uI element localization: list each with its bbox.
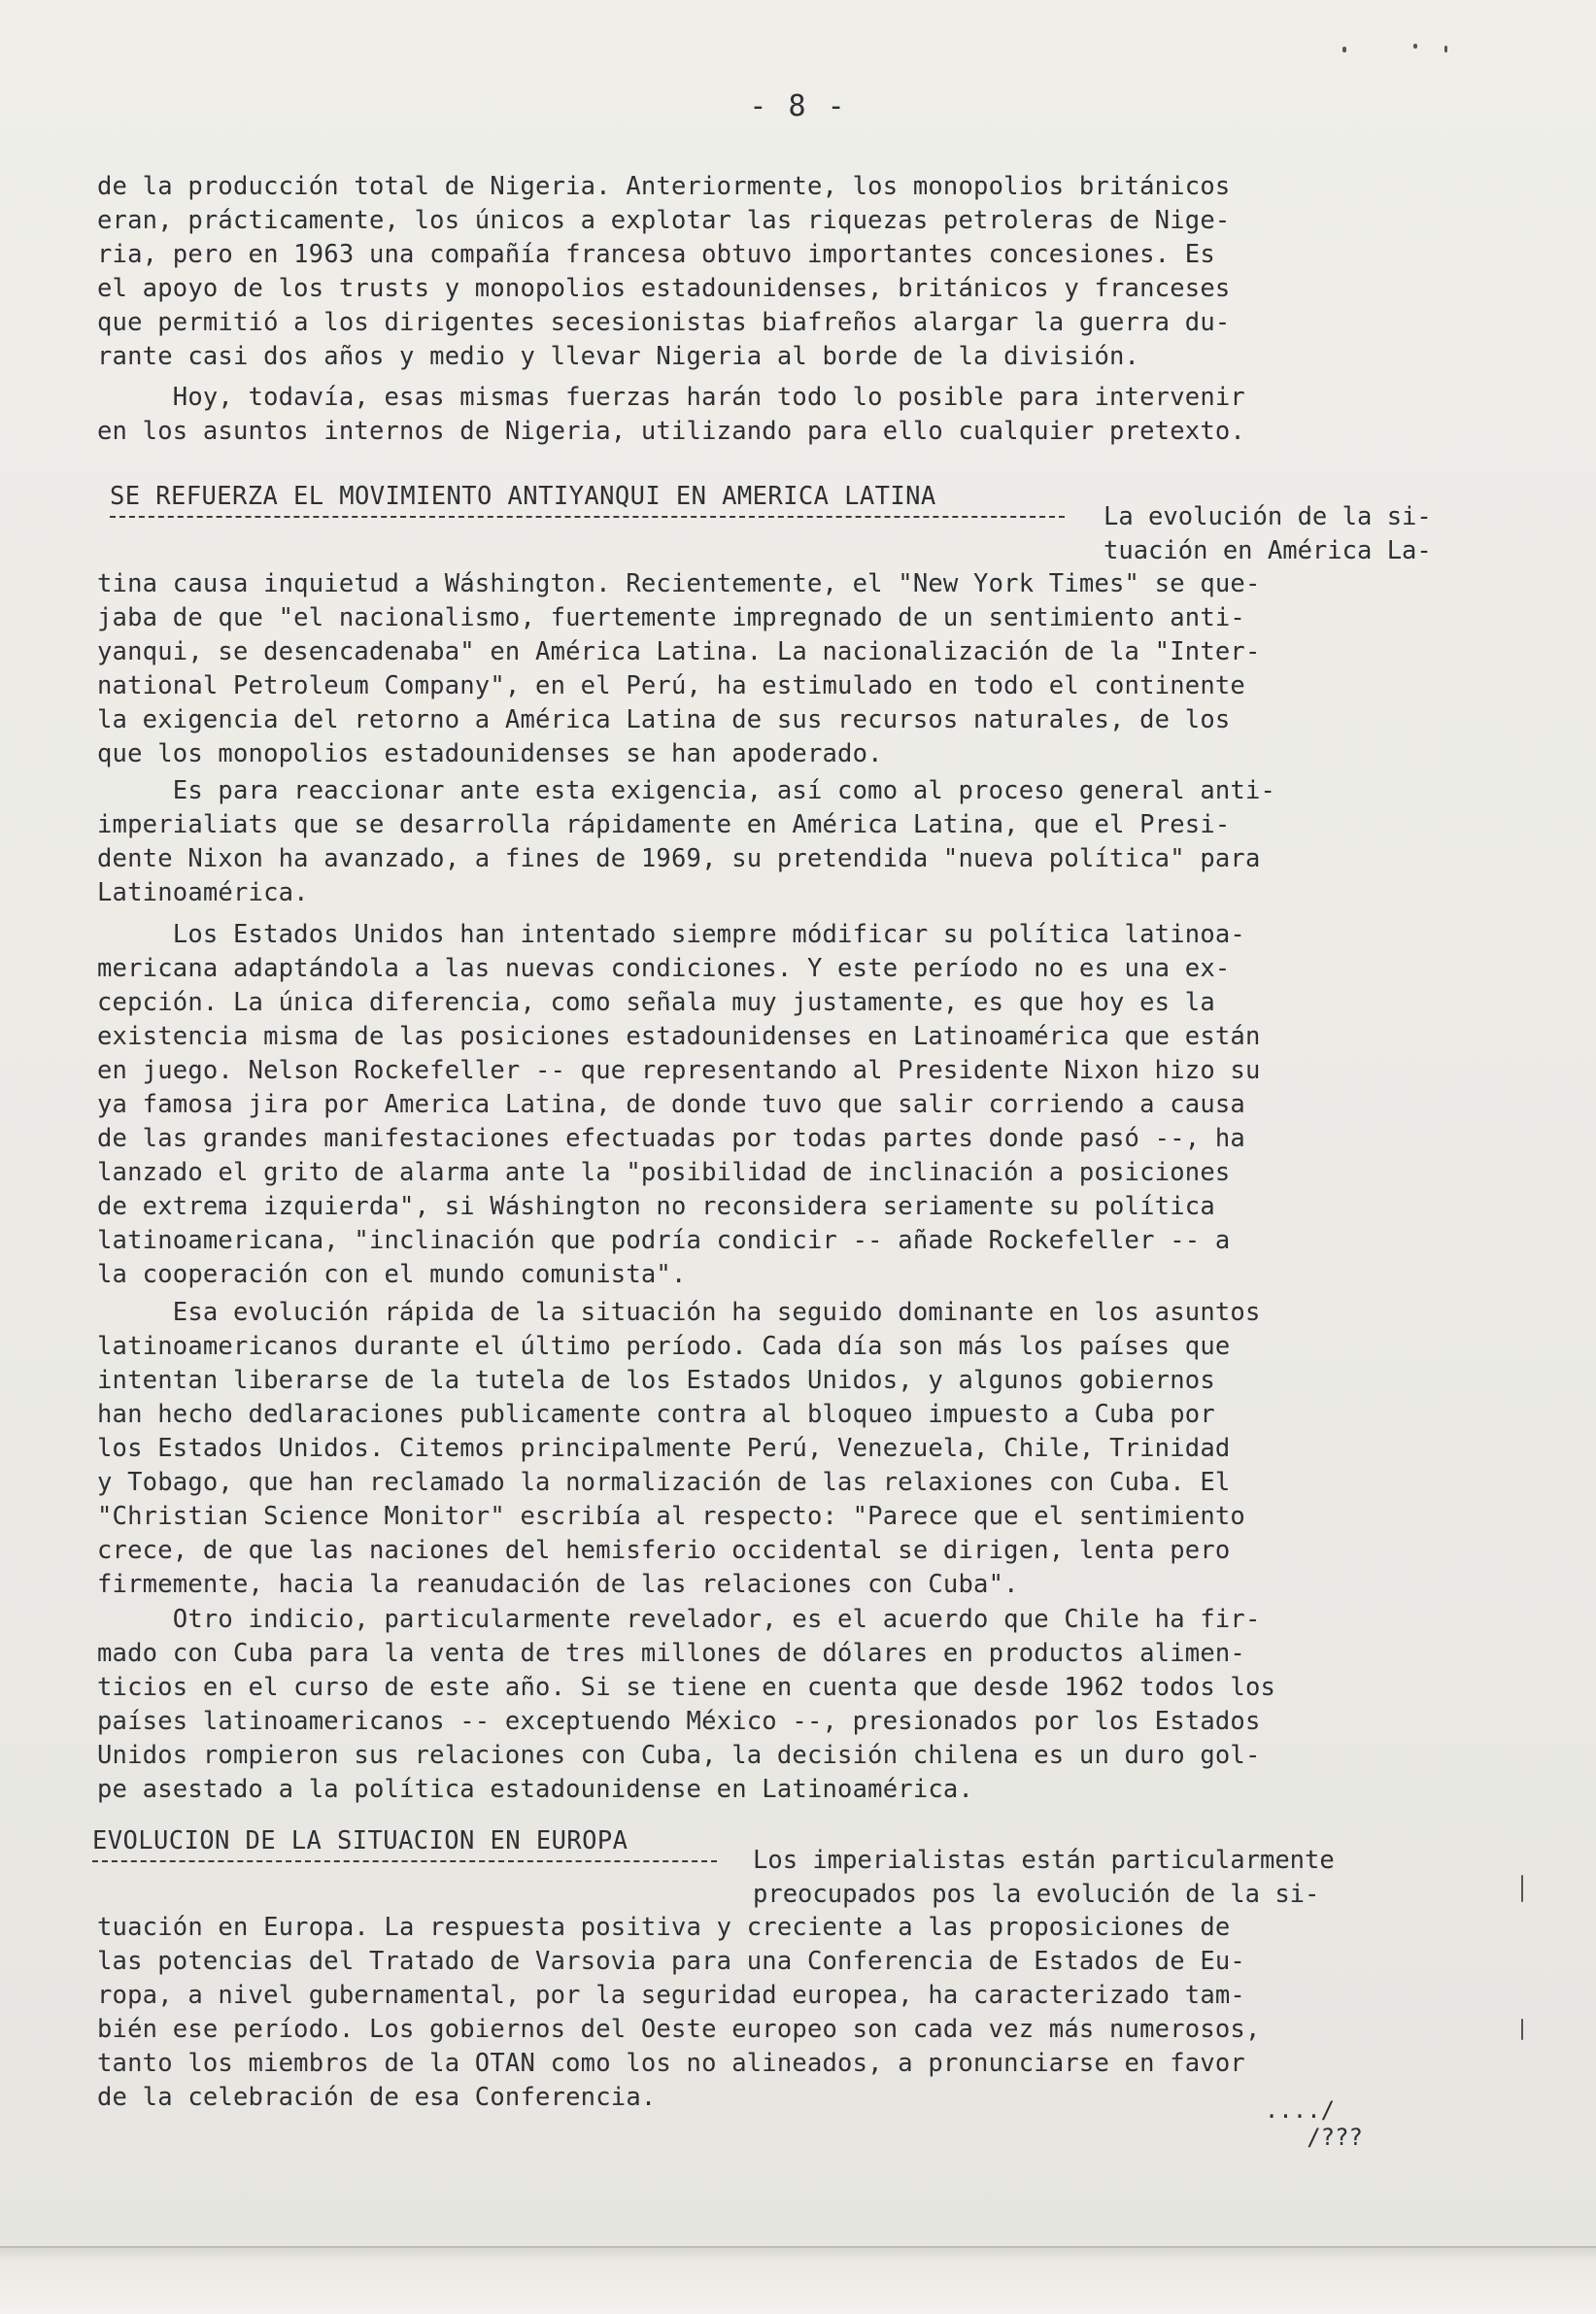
page-bottom-edge [0,2246,1596,2314]
text-line: intentan liberarse de la tutela de los Estados Unidos, y algunos gobiernos [97,1366,1215,1395]
paragraph-antiyanqui [97,567,1486,771]
text-line: La evolución de la si- [1104,502,1432,531]
text-line: ticios en el curso de este año. Si se tiene en cuenta que desde 1962 todos los [97,1673,1276,1702]
text-line: en los asuntos internos de Nigeria, utilizando para ello cualquier pretexto. [97,417,1245,446]
text-line: de la producción total de Nigeria. Anteriormente, los monopolios británicos [97,172,1231,201]
text-line: "Christian Science Monitor" escribía al respecto: "Parece que el sentimiento [97,1502,1245,1531]
text-line: Esa evolución rápida de la situación ha seguido dominante en los asuntos [97,1298,1261,1327]
text-line: rante casi dos años y medio y llevar Nigeria al borde de la división. [97,342,1140,371]
paragraph-nigeria-today [97,381,1486,449]
text-line: preocupados pos la evolución de la si- [753,1880,1320,1909]
text-line: cepción. La única diferencia, como señala muy justamente, es que hoy es la [97,988,1215,1017]
text-line: de la celebración de esa Conferencia. [97,2083,657,2112]
text-line: Hoy, todavía, esas mismas fuerzas harán todo lo posible para intervenir [97,383,1245,412]
paragraph-latin-evolution [97,1296,1486,1602]
text-line: mericana adaptándola a las nuevas condiciones. Y este período no es una ex- [97,954,1231,983]
text-line: lanzado el grito de alarma ante la "posibilidad de inclinación a posiciones [97,1158,1231,1187]
margin-speck [1521,1875,1523,1902]
text-line: pe asestado a la política estadounidense en Latinoamérica. [97,1775,974,1804]
paragraph-nigeria-intro [97,170,1486,374]
text-line: Es para reaccionar ante esta exigencia, así como al proceso general anti- [97,776,1276,805]
margin-speck [1413,44,1417,49]
text-line: que los monopolios estadounidenses se han apoderado. [97,739,883,768]
page-number: - 8 - [749,89,847,123]
continuation-mark: ..../ /??? [1264,2096,1363,2151]
paragraph-nixon-policy [97,774,1486,910]
text-line: tina causa inquietud a Wáshington. Recientemente, el "New York Times" se que- [97,569,1261,598]
text-line: eran, prácticamente, los únicos a explotar las riquezas petroleras de Nige- [97,206,1231,235]
section-heading-europa: EVOLUCION DE LA SITUACION EN EUROPA [92,1826,628,1855]
text-line: y Tobago, que han reclamado la normalización de las relaxiones con Cuba. El [97,1468,1231,1497]
heading-underline [110,516,1065,518]
text-line: yanqui, se desencadenaba" en América Latina. La nacionalización de la "Inter- [97,637,1261,666]
text-line: países latinoamericanos -- exceptuendo México --, presionados por los Estados [97,1707,1261,1736]
text-line: tuación en América La- [1104,536,1432,565]
text-line: tanto los miembros de la OTAN como los no alineados, a pronunciarse en favor [97,2049,1245,2078]
text-line: han hecho dedlaraciones publicamente contra al bloqueo impuesto a Cuba por [97,1400,1215,1429]
margin-speck [1444,46,1447,52]
text-line: dente Nixon ha avanzado, a fines de 1969, su pretendida "nueva política" para [97,844,1261,873]
text-line: national Petroleum Company", en el Perú, ha estimulado en todo el continente [97,671,1245,700]
text-line: las potencias del Tratado de Varsovia para una Conferencia de Estados de Eu- [97,1947,1245,1976]
text-line: ria, pero en 1963 una compañía francesa obtuvo importantes concesiones. Es [97,240,1215,269]
text-line: de las grandes manifestaciones efectuadas por todas partes donde pasó --, ha [97,1124,1245,1153]
text-line: en juego. Nelson Rockefeller -- que representando al Presidente Nixon hizo su [97,1056,1261,1085]
text-line: el apoyo de los trusts y monopolios estadounidenses, británicos y franceses [97,274,1231,303]
text-line: existencia misma de las posiciones estadounidenses en Latinoamérica que están [97,1022,1261,1051]
margin-speck [1521,2019,1523,2040]
text-line: Unidos rompieron sus relaciones con Cuba, la decisión chilena es un duro gol- [97,1741,1261,1770]
text-line: la cooperación con el mundo comunista". [97,1260,687,1289]
heading-side-text-europa [753,1844,1335,1912]
section-heading-antiyanqui: SE REFUERZA EL MOVIMIENTO ANTIYANQUI EN AMERICA LATINA [110,482,936,511]
text-line: Los imperialistas están particularmente [753,1846,1335,1875]
text-line: tuación en Europa. La respuesta positiva y creciente a las proposiciones de [97,1913,1231,1942]
text-line: Los Estados Unidos han intentado siempre módificar su política latinoa- [97,920,1245,949]
text-line: ya famosa jira por America Latina, de donde tuvo que salir corriendo a causa [97,1090,1245,1119]
text-line: bién ese período. Los gobiernos del Oeste europeo son cada vez más numerosos, [97,2015,1261,2044]
heading-underline [92,1860,717,1862]
text-line: la exigencia del retorno a América Latina de sus recursos naturales, de los [97,705,1231,734]
text-line: de extrema izquierda", si Wáshington no reconsidera seriamente su política [97,1192,1215,1221]
heading-side-text-antiyanqui [1104,500,1432,568]
text-line: crece, de que las naciones del hemisferio occidental se dirigen, lenta pero [97,1536,1231,1565]
paragraph-chile-cuba [97,1603,1486,1807]
paragraph-rockefeller [97,918,1486,1292]
text-line: firmemente, hacia la reanudación de las relaciones con Cuba". [97,1570,1019,1599]
text-line: jaba de que "el nacionalismo, fuertemente impregnado de un sentimiento anti- [97,603,1245,632]
text-line: Latinoamérica. [97,878,309,907]
text-line: mado con Cuba para la venta de tres millones de dólares en productos alimen- [97,1639,1245,1668]
text-line: ropa, a nivel gubernamental, por la seguridad europea, ha caracterizado tam- [97,1981,1245,2010]
text-line: latinoamericanos durante el último período. Cada día son más los países que [97,1332,1231,1361]
paragraph-europa [97,1911,1486,2115]
margin-speck [1342,47,1346,52]
text-line: latinoamericana, "inclinación que podría condicir -- añade Rockefeller -- a [97,1226,1231,1255]
text-line: que permitió a los dirigentes secesionistas biafreños alargar la guerra du- [97,308,1231,337]
text-line: imperialiats que se desarrolla rápidamente en América Latina, que el Presi- [97,810,1231,839]
text-line: Otro indicio, particularmente revelador, es el acuerdo que Chile ha fir- [97,1605,1261,1634]
text-line: los Estados Unidos. Citemos principalmente Perú, Venezuela, Chile, Trinidad [97,1434,1231,1463]
